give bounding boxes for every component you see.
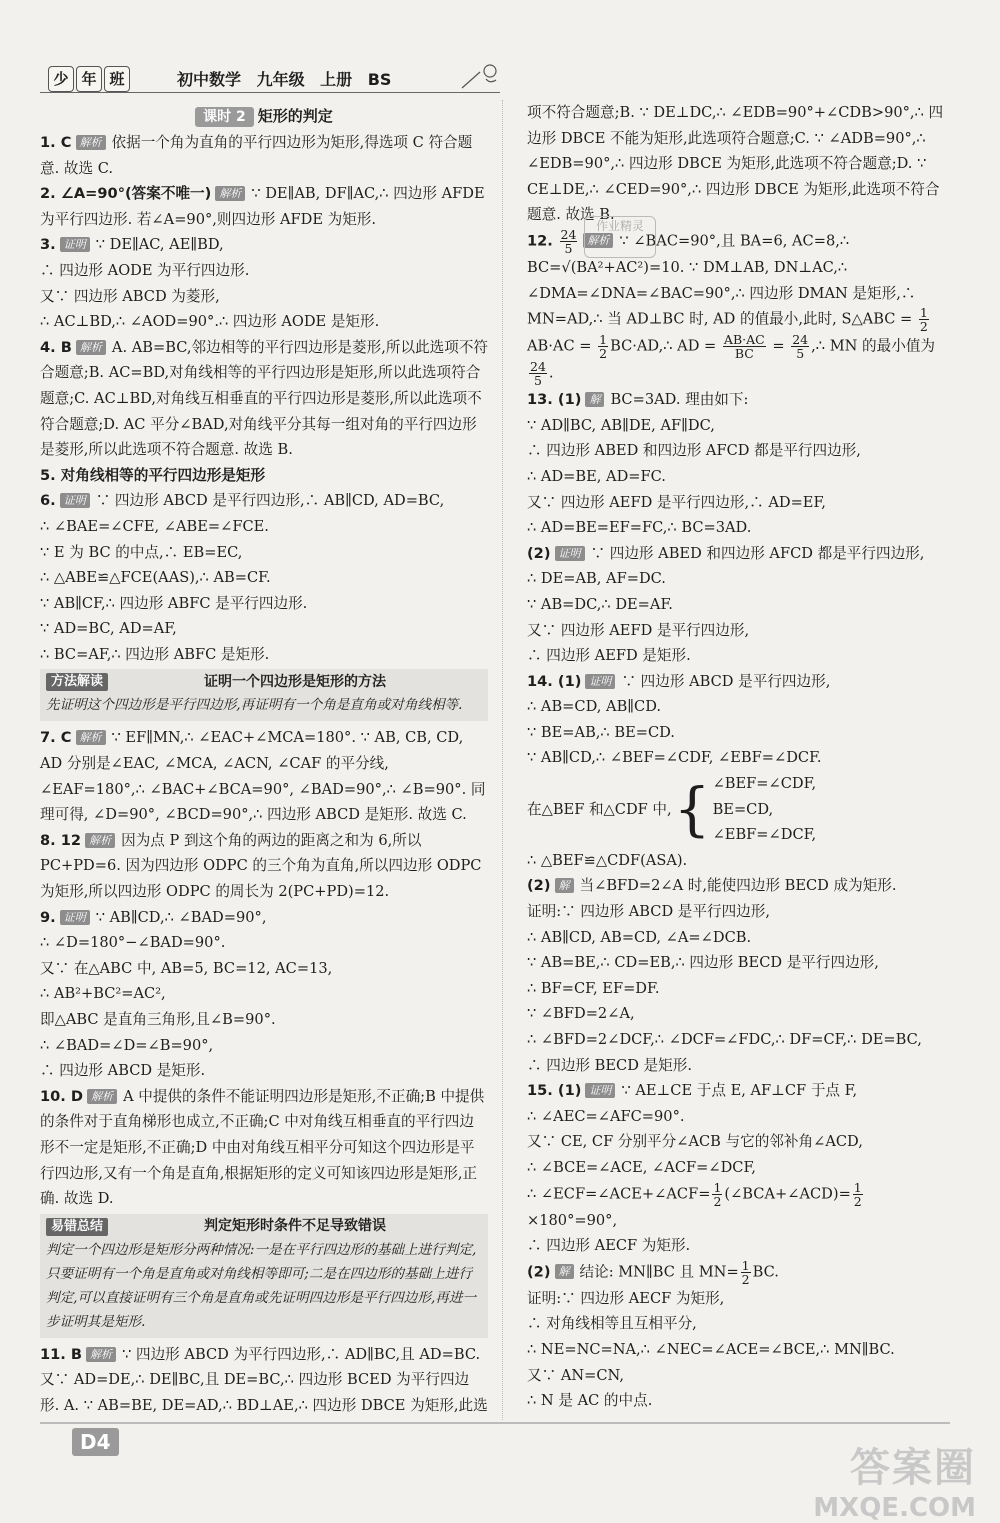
answer-group <box>40 1342 488 1419</box>
answer-line <box>527 1078 947 1104</box>
answer-text: = <box>767 337 790 355</box>
method-body: 先证明这个四边形是平行四边形,再证明有一个角是直角或对角线相等. <box>46 697 463 714</box>
answer-number: 1. C <box>40 134 72 151</box>
answer-line <box>40 1007 488 1033</box>
answer-line <box>527 438 947 464</box>
answer-text: ∵ 四边形 ABCD 为平行四边形,∴ AD∥BC,且 AD=BC. <box>122 1345 481 1363</box>
answer-line <box>40 514 488 540</box>
answer-line <box>40 309 488 335</box>
fraction <box>741 1259 751 1286</box>
answer-text: ∵ AB=BE,∴ CD=EB,∴ 四边形 BECD 是平行四边形, <box>527 954 879 972</box>
left-column <box>40 104 488 1419</box>
answer-text: (∠BCA+∠ACD)= <box>724 1185 851 1203</box>
answer-text: BC·AD,∴ AD = <box>610 337 721 355</box>
answer-number: 15. (1) <box>527 1082 582 1100</box>
answer-line <box>40 232 488 258</box>
analysis-tag: 解析 <box>583 233 613 248</box>
numerator: 1 <box>853 1179 862 1195</box>
answer-line <box>40 930 488 956</box>
answer-text: ∴ BF=CF, EF=DF. <box>527 979 660 997</box>
denominator: 5 <box>533 373 542 389</box>
analysis-tag: 解析 <box>76 135 106 150</box>
answer-line <box>527 1053 947 1079</box>
answer-line <box>527 643 947 669</box>
answer-line <box>527 925 947 951</box>
answer-text: ∵ 四边形 ABCD 是平行四边形, <box>621 672 831 690</box>
answer-number: 13. (1) <box>527 391 582 409</box>
answer-line <box>527 490 947 516</box>
footer-rule <box>40 1422 950 1424</box>
analysis-tag: 解析 <box>85 833 115 848</box>
error-body: 判定一个四边形是矩形分两种情况:一是在平行四边形的基础上进行判定,只要证明有一个角是直角或对角线相等即可;二是在四边形的基础上进行判定,可以直接证明有三个角是直角或先证明四边形是平行四边形,再进一步证明其是矩形. <box>46 1241 477 1330</box>
answer-line <box>40 981 488 1007</box>
answer-text: ∴ N 是 AC 的中点. <box>527 1392 653 1410</box>
answer-text: BC=3AD. 理由如下: <box>610 391 749 409</box>
cartoon-icon <box>460 62 500 92</box>
answer-text: ∴ DE=AB, AF=DC. <box>527 570 666 588</box>
answer-line <box>527 1363 947 1389</box>
page-header <box>40 62 500 96</box>
page-number: D4 <box>72 1428 119 1456</box>
answer-text: 依据一个角为直角的平行四边形为矩形,得选项 C 符合题意. 故选 C. <box>40 134 473 177</box>
answer-text: ∵ AD=BC, AD=AF, <box>40 620 177 638</box>
answer-line <box>527 848 947 874</box>
brand-char: 年 <box>76 66 102 92</box>
answer-line <box>527 515 947 541</box>
answer-number: 3. <box>40 236 56 254</box>
answer-text: 又∵ CE, CF 分别平分∠ACB 与它的邻补角∠ACD, <box>527 1133 863 1151</box>
brace-line: ∠BEF=∠CDF, <box>712 775 817 793</box>
site-watermark <box>813 1436 976 1523</box>
analysis-tag: 解析 <box>76 340 106 355</box>
method-label: 方法解读 <box>46 673 108 691</box>
fraction <box>598 333 608 360</box>
answer-text: 又∵ AD=DE,∴ DE∥BC,且 DE=BC,∴ 四边形 BCED 为平行四边形. A. ∵ AB=BE, DE=AD,∴ BD⊥AE,∴ 四边形 DBCE 为矩形,此选 <box>40 1371 488 1414</box>
answer-text: A 中提供的条件不能证明四边形是矩形,不正确;B 中提供的条件对于直角梯形也成立,不正确;C 中对角线互相垂直的平行四边形不一定是矩形,不正确;D 中由对角线互相平分可知这个四边形是平行四边形,又有一个角是直角,根据矩形的定义可知该四边形是矩形,正确. 故选 D. <box>40 1087 485 1208</box>
answer-text: ∵ AB∥CF,∴ 四边形 ABFC 是平行四边形. <box>40 594 308 612</box>
answer-text: ∵ ∠BFD=2∠A, <box>527 1005 635 1023</box>
numerator: 24 <box>792 332 809 348</box>
answer-group <box>527 1233 947 1259</box>
denominator: 5 <box>796 346 805 362</box>
answer-group <box>527 848 947 1181</box>
answer-text: 证明:∵ 四边形 AECF 为矩形, <box>527 1289 725 1307</box>
answer-line <box>40 565 488 591</box>
numerator: 24 <box>530 359 546 375</box>
answer-line <box>527 387 947 413</box>
answer-number: 7. C <box>40 729 72 747</box>
answer-line <box>40 284 488 310</box>
answer-line <box>527 618 947 644</box>
answer-line <box>40 1033 488 1059</box>
header-rule <box>40 92 500 93</box>
answer-text: ∵ AB∥CD,∴ ∠BAD=90°, <box>95 908 267 926</box>
answer-group <box>527 1286 947 1414</box>
answer-text: ∴ ∠D=180°−∠BAD=90°. <box>40 934 226 952</box>
fraction <box>919 306 929 333</box>
solution-tag: 解 <box>555 878 574 893</box>
analysis-tag: 解析 <box>86 1347 116 1362</box>
answer-text: ∵ DE∥AC, AE∥BD, <box>95 236 224 254</box>
fraction <box>529 360 547 387</box>
denominator: 5 <box>564 240 573 256</box>
solution-tag: 解 <box>585 392 604 407</box>
answer-line <box>40 1342 488 1368</box>
answer-text: ∴ ∠ECF=∠ACE+∠ACF= <box>527 1185 711 1203</box>
answer-line <box>527 976 947 1002</box>
answer-text: 证明:∵ 四边形 ABCD 是平行四边形, <box>527 903 770 921</box>
answer-line <box>527 566 947 592</box>
answer-text: ∴ 四边形 AEFD 是矩形. <box>527 647 691 665</box>
numerator: 24 <box>560 226 577 242</box>
answer-text: ∴ 四边形 BECD 是矩形. <box>527 1056 692 1074</box>
answer-text: ∵ BE=AB,∴ BE=CD. <box>527 723 675 741</box>
brace-icon: { <box>673 775 711 844</box>
answer-text: ∵ AE⊥CE 于点 E, AF⊥CF 于点 F, <box>621 1082 858 1100</box>
answer-line <box>527 1155 947 1181</box>
answer-text: ×180°=90°, <box>527 1211 618 1229</box>
answer-group <box>527 387 947 771</box>
lesson-tag: 课时 2 <box>195 107 254 127</box>
brand-char: 班 <box>104 66 130 92</box>
answer-15-2 <box>527 1259 947 1286</box>
numerator: 1 <box>741 1257 750 1273</box>
denominator: 2 <box>599 346 608 362</box>
answer-text: ∵ AB∥CD,∴ ∠BEF=∠CDF, ∠EBF=∠DCF. <box>527 749 822 767</box>
answer-text: ∴ AD=BE, AD=FC. <box>527 467 666 485</box>
answer-line <box>40 258 488 284</box>
fraction <box>560 228 578 255</box>
numerator: AB·AC <box>723 332 765 348</box>
solution-tag: 解 <box>555 1264 574 1279</box>
answer-text: ∴ ∠AEC=∠AFC=90°. <box>527 1107 685 1125</box>
answer-line <box>40 642 488 668</box>
answer-text: ∴ 四边形 ABED 和四边形 AFCD 都是平行四边形, <box>527 442 861 460</box>
answer-text: 又∵ 四边形 AEFD 是平行四边形,∴ AD=EF, <box>527 493 826 511</box>
answer-line <box>40 616 488 642</box>
method-title: 证明一个四边形是矩形的方法 <box>204 673 386 690</box>
answer-line <box>527 541 947 567</box>
answer-line <box>527 1104 947 1130</box>
answer-text: ,∴ MN 的最小值为 <box>811 337 936 355</box>
lesson-title: 矩形的判定 <box>257 107 333 125</box>
equation-line <box>527 1181 947 1234</box>
answer-text: ∴ 对角线相等且互相平分, <box>527 1315 697 1333</box>
right-column <box>527 100 947 1414</box>
answer-text: ∴ △ABE≌△FCE(AAS),∴ AB=CF. <box>40 569 271 587</box>
answer-line <box>527 899 947 925</box>
answer-text: BC. <box>752 1263 779 1281</box>
answer-line <box>40 956 488 982</box>
analysis-tag: 解析 <box>76 730 106 745</box>
answer-number: 12. <box>527 232 553 250</box>
answer-line <box>40 1084 488 1212</box>
answer-line <box>527 592 947 618</box>
answer-text: 又∵ 四边形 ABCD 为菱形, <box>40 287 220 305</box>
answer-number: 9. <box>40 908 56 926</box>
answer-number: (2) <box>527 877 551 895</box>
answer-number: 14. (1) <box>527 672 582 690</box>
fraction <box>723 333 766 360</box>
answer-line <box>527 720 947 746</box>
answer-line <box>527 1286 947 1312</box>
book-info: 初中数学 九年级 上册 BS <box>177 70 392 89</box>
proof-tag: 证明 <box>555 546 585 561</box>
brace-system <box>527 771 947 848</box>
answer-line <box>527 1001 947 1027</box>
denominator: BC <box>734 346 754 362</box>
answer-text: ∵ 四边形 ABCD 是平行四边形,∴ AB∥CD, AD=BC, <box>95 492 445 510</box>
answer-text: ∵ DE∥AB, DF∥AC,∴ 四边形 AFDE 为平行四边形. 若∠A=90°,则四边形 AFDE 为矩形. <box>40 185 490 228</box>
answer-line <box>527 1027 947 1053</box>
answer-text: 项不符合题意;B. ∵ DE⊥DC,∴ ∠EDB=90°+∠CDB>90°,∴ 四边形 DBCE 不能为矩形,此选项符合题意;C. ∵ ∠ADB=90°,∴ ∠EDB=90°,∴ 四边形 DBCE 为矩形,此选项不符合题意;D. ∵ CE⊥DE,∴ ∠CED=90°,∴ 四边形 DBCE 为矩形,此选项不符合题意. 故选 B. <box>527 104 944 224</box>
answer-text: ∵ AB=DC,∴ DE=AF. <box>527 595 673 613</box>
answer-line <box>527 1233 947 1259</box>
answer-line <box>527 1311 947 1337</box>
answer-text: ∴ AB=CD, AB∥CD. <box>527 698 662 716</box>
method-box <box>40 669 488 721</box>
fraction <box>712 1181 722 1208</box>
denominator: 2 <box>919 319 928 335</box>
answer-group <box>527 100 947 228</box>
answer-text: ∴ 四边形 AECF 为矩形. <box>527 1237 691 1255</box>
answer-line <box>40 335 488 463</box>
answer-line <box>40 463 488 489</box>
answer-line <box>527 669 947 695</box>
numerator: 1 <box>713 1179 722 1195</box>
column-divider <box>502 100 503 1420</box>
answer-text: ∴ ∠BCE=∠ACE, ∠ACF=∠DCF, <box>527 1158 756 1176</box>
proof-tag: 证明 <box>585 1083 615 1098</box>
watermark-text: 答案圈 <box>850 1445 976 1491</box>
answer-group <box>40 725 488 1211</box>
answer-text: . <box>548 364 554 382</box>
answer-line <box>527 464 947 490</box>
answer-text: ∵ 四边形 ABED 和四边形 AFCD 都是平行四边形, <box>590 544 925 562</box>
proof-tag: 证明 <box>585 674 615 689</box>
answer-text: ∴ 四边形 AODE 为平行四边形. <box>40 261 250 279</box>
answer-number: 5. 对角线相等的平行四边形是矩形 <box>40 466 266 484</box>
analysis-tag: 解析 <box>215 186 245 201</box>
answer-text: 又∵ AN=CN, <box>527 1366 625 1384</box>
answer-text: ∴ AC⊥BD,∴ ∠AOD=90°.∴ 四边形 AODE 是矩形. <box>40 313 380 331</box>
answer-text: 即△ABC 是直角三角形,且∠B=90°. <box>40 1011 276 1028</box>
analysis-tag: 解析 <box>87 1089 117 1104</box>
numerator: 1 <box>599 332 608 348</box>
error-title: 判定矩形时条件不足导致错误 <box>204 1217 386 1234</box>
answer-text: ∴ AD=BE=EF=FC,∴ BC=3AD. <box>527 519 752 537</box>
answer-number: 8. 12 <box>40 831 82 849</box>
watermark-url: MXQE.COM <box>813 1493 976 1523</box>
brand-logo <box>48 66 130 92</box>
answer-text: ∴ AB∥CD, AB=CD, ∠A=∠DCB. <box>527 928 752 946</box>
answer-number: 6. <box>40 492 56 510</box>
brace-line: ∠EBF=∠DCF, <box>712 826 817 844</box>
answer-text: ∴ BC=AF,∴ 四边形 ABFC 是矩形. <box>40 645 270 663</box>
answer-text: ∴ △BEF≌△CDF(ASA). <box>527 851 688 869</box>
lesson-heading <box>40 104 488 128</box>
answer-text: ∵ EF∥MN,∴ ∠EAC+∠MCA=180°. ∵ AB, CB, CD, AD 分别是∠EAC, ∠MCA, ∠ACN, ∠CAF 的平分线, ∠EAF=180°,∴ ∠BAC+∠BCA=90°, ∠BAD=90°,∴ ∠B=90°. 同理可得, ∠D=90°, ∠BCD=90°,∴ 四边形 ABCD 是矩形. 故选 C. <box>40 729 486 824</box>
answer-line <box>527 745 947 771</box>
answer-text: ∴ 四边形 ABCD 是矩形. <box>40 1062 206 1080</box>
answer-text: ∴ AB²+BC²=AC², <box>40 985 166 1003</box>
answer-line <box>40 905 488 931</box>
answer-text: ∴ ∠BAD=∠D=∠B=90°, <box>40 1036 214 1054</box>
answer-line <box>527 100 947 228</box>
answer-line <box>40 488 488 514</box>
answer-line <box>527 1337 947 1363</box>
answer-line <box>40 1367 488 1418</box>
answer-line <box>40 591 488 617</box>
answer-text: ∴ ∠BFD=2∠DCF,∴ ∠DCF=∠FDC,∴ DF=CF,∴ DE=BC, <box>527 1031 922 1048</box>
fraction <box>791 333 809 360</box>
brand-char: 少 <box>48 66 74 92</box>
answer-text: 因为点 P 到这个角的两边的距离之和为 6,所以 PC+PD=6. 因为四边形 ODPC 的三个角为直角,所以四边形 ODPC 为矩形,所以四边形 ODPC 的周长为 2(PC+PD)=12. <box>40 831 487 901</box>
answer-text: 又∵ 四边形 AEFD 是平行四边形, <box>527 621 750 639</box>
answer-text: 又∵ 在△ABC 中, AB=5, BC=12, AC=13, <box>40 959 333 977</box>
answer-text: A. AB=BC,邻边相等的平行四边形是菱形,所以此选项不符合题意;B. AC=BD,对角线相等的平行四边形是矩形,所以此选项符合题意;C. AC⊥BD,对角线互相垂直的平行四边形是菱形,所以此选项不符合题意;D. AC 平分∠BAD,对角线平分其每一组对角的平行四边形是菱形,所以此选项不符合题意. 故选 B. <box>40 338 489 459</box>
answer-line <box>40 130 488 181</box>
brace-line: BE=CD, <box>712 800 774 818</box>
answer-text: ∵ E 为 BC 的中点,∴ EB=EC, <box>40 543 243 561</box>
answer-line <box>40 181 488 232</box>
answer-text: AB·AC = <box>527 337 597 355</box>
answer-line <box>40 540 488 566</box>
answer-line <box>40 725 488 827</box>
answer-line <box>40 1058 488 1084</box>
fraction <box>853 1181 863 1208</box>
answer-text: ∵ AD∥BC, AB∥DE, AF∥DC, <box>527 416 715 434</box>
denominator: 2 <box>741 1271 750 1287</box>
answer-number: (2) <box>527 544 551 562</box>
answer-line <box>527 873 947 899</box>
answer-text: ∵ ∠BAC=90°,且 BA=6, AC=8,∴ BC=√(BA²+AC²)=10. ∵ DM⊥AB, DN⊥AC,∴ ∠DMA=∠DNA=∠BAC=90°,∴ 四边形 DMAN 是矩形,∴ MN=AD,∴ 当 AD⊥BC 时, AD 的值最小,此时, S△ABC = <box>527 232 921 328</box>
answer-line <box>527 950 947 976</box>
answer-line <box>40 828 488 905</box>
answer-number: (2) <box>527 1263 551 1281</box>
denominator: 2 <box>713 1193 722 1209</box>
answer-text: ∴ ∠BAE=∠CFE, ∠ABE=∠FCE. <box>40 517 269 535</box>
denominator: 2 <box>853 1193 862 1209</box>
error-label: 易错总结 <box>46 1218 108 1236</box>
proof-tag: 证明 <box>60 910 90 925</box>
brace-lead: 在△BEF 和△CDF 中, <box>527 800 672 818</box>
answer-line <box>527 1388 947 1414</box>
brace-lines <box>713 771 817 848</box>
numerator: 1 <box>919 305 928 321</box>
answer-text: ∴ NE=NC=NA,∴ ∠NEC=∠ACE=∠BCE,∴ MN∥BC. <box>527 1340 895 1358</box>
answer-line <box>527 694 947 720</box>
answer-number: 10. D <box>40 1087 84 1105</box>
answer-text: 当∠BFD=2∠A 时,能使四边形 BECD 成为矩形. <box>579 877 897 895</box>
answer-number: 4. B <box>40 338 72 356</box>
proof-tag: 证明 <box>60 237 90 252</box>
stamp-watermark: 作业精灵 <box>584 216 656 258</box>
answer-number: 2. ∠A=90°(答案不唯一) <box>40 185 212 203</box>
answer-group <box>40 130 488 667</box>
answer-line <box>527 1129 947 1155</box>
proof-tag: 证明 <box>60 493 90 508</box>
error-summary-box <box>40 1214 488 1338</box>
answer-line <box>527 413 947 439</box>
answer-number: 11. B <box>40 1345 83 1363</box>
answer-text: 结论: MN∥BC 且 MN= <box>579 1263 739 1281</box>
